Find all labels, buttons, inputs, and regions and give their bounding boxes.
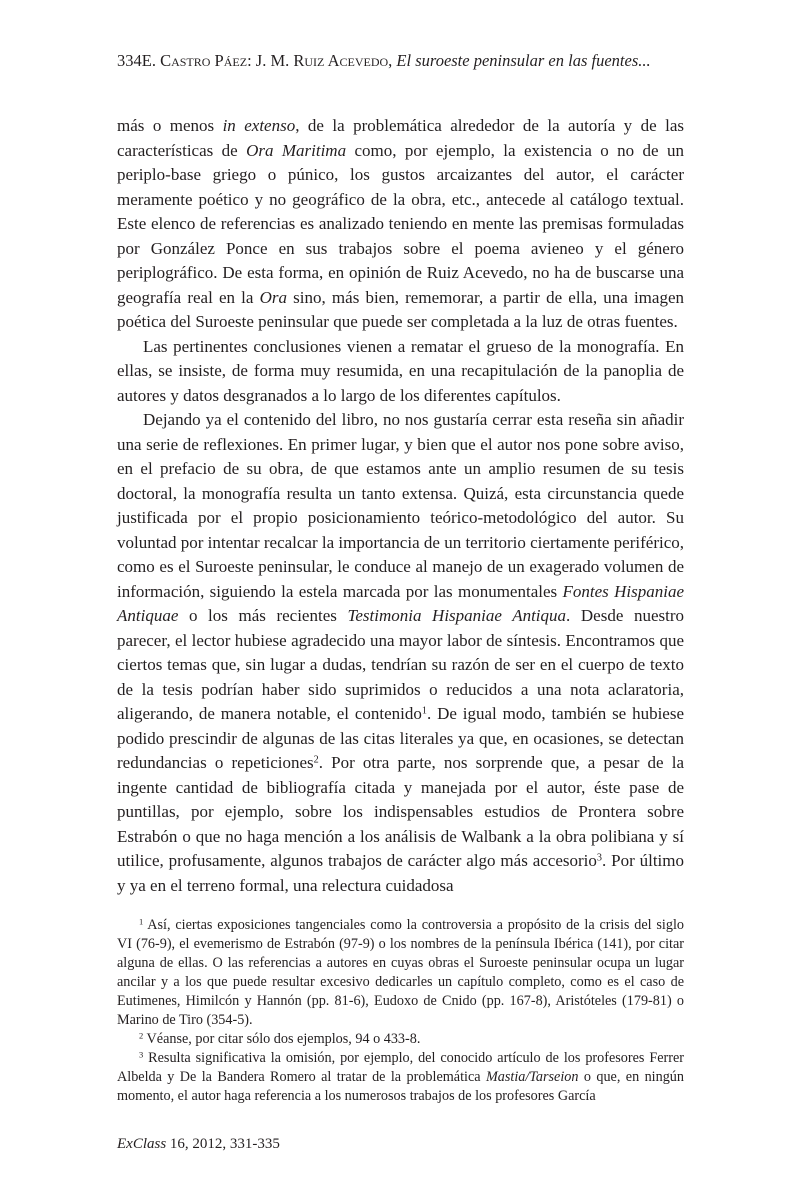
footnote-marker: 3 bbox=[596, 852, 602, 864]
italic-text: Fontes Hispaniae Antiquae bbox=[117, 581, 684, 625]
text-run: , de la problemática alrededor de la autoría y de las características de bbox=[117, 116, 684, 160]
book-author: J. M. Ruiz Acevedo bbox=[255, 51, 389, 70]
footnote-marker: 1 bbox=[139, 916, 144, 927]
text-run: Las pertinentes conclusiones vienen a rematar el grueso de la monografía. En ellas, se insiste, de forma muy resumida, en una recapitulación de la panoplia de autores y datos desgranados a lo largo de los diferentes capítulos. bbox=[117, 336, 684, 405]
text-run: . Por último y ya en el terreno formal, una relectura cuidadosa bbox=[117, 851, 684, 895]
italic-text: Ora bbox=[259, 287, 288, 307]
footnote-marker: 3 bbox=[139, 1049, 144, 1060]
text-run: o los más recientes bbox=[178, 606, 348, 625]
text-run: Véanse, por citar sólo dos ejemplos, 94 o 433-8. bbox=[143, 1031, 421, 1047]
separator: : bbox=[247, 51, 256, 70]
text-run: Resulta significativa la omisión, por ejemplo, del conocido artículo de los profesores Ferrer Albelda y De la Bandera Romero al tratar de la problemática bbox=[117, 1050, 684, 1085]
text-run: . Por otra parte, nos sorprende que, a pesar de la ingente cantidad de bibliografía citada y manejada por el autor, éste pase de puntillas, por ejemplo, sobre los indispensables estudios de Prontera sobre Estrabón o que no haga mención a los análisis de Walbank a la obra polibiana y sí utilice, profusamente, algunos trabajos de carácter algo más accesorio bbox=[117, 753, 685, 870]
text-run: como, por ejemplo, la existencia o no de un periplo-base griego o púnico, los gustos arcaizantes del autor, el carácter meramente poético y no geográfico de la obra, etc., antecede al catálogo textual. Este elenco de referencias es analizado teniendo en mente las premisas formuladas por González Ponce en sus trabajos sobre el poema avieneo y el género periplográfico. De esta forma, en opinión de Ruiz Acevedo, no ha de buscarse una geografía real en la bbox=[117, 140, 684, 307]
separator: , bbox=[388, 51, 397, 70]
running-header bbox=[117, 50, 684, 72]
reviewer-name: E. Castro Páez bbox=[141, 51, 248, 70]
footnotes bbox=[117, 916, 684, 1106]
text-run: sino, más bien, rememorar, a partir de ella, una imagen poética del Suroeste peninsular que puede ser completada a la luz de otras fuentes. bbox=[117, 287, 684, 331]
text-run: . Desde nuestro parecer, el lector hubiese agradecido una mayor labor de síntesis. Encontramos que ciertos temas que, sin lugar a dudas, tendrían su razón de ser en el cuerpo de texto de la tesis podrían haber sido suprimidos o reducidos a una nota aclaratoria, aligerando, de manera notable, el contenido bbox=[117, 606, 684, 723]
text-run: o que, en ningún momento, el autor haga referencia a los numerosos trabajos de los profesores García bbox=[117, 1069, 684, 1104]
text-run: más o menos bbox=[117, 116, 223, 135]
italic-text: Testimonia Hispaniae Antiqua bbox=[347, 606, 567, 625]
italic-text: Ora Maritima bbox=[246, 140, 347, 160]
text-run: Dejando ya el contenido del libro, no nos gustaría cerrar esta reseña sin añadir una serie de reflexiones. En primer lugar, y bien que el autor nos pone sobre aviso, en el prefacio de su obra, de que estamos ante un amplio resumen de su tesis doctoral, la monografía resulta un tanto extensa. Quizá, esta circunstancia quede justificada por el propio posicionamiento teórico-metodológico del autor. Su voluntad por intentar recalcar la importancia de un territorio ciertamente periférico, como es el Suroeste peninsular, le conduce al manejo de un exagerado volumen de información, siguiendo la estela marcada por las monumentales bbox=[117, 410, 684, 601]
text-run: . De igual modo, también se hubiese podido prescindir de algunas de las citas literales ya que, en ocasiones, se detectan redundancias o repeticiones bbox=[117, 704, 685, 772]
body-text bbox=[117, 114, 684, 898]
footnote-marker: 2 bbox=[139, 1030, 144, 1041]
footnote bbox=[117, 916, 684, 1030]
italic-text: in extenso bbox=[222, 116, 296, 135]
paragraph bbox=[117, 408, 684, 898]
paragraph bbox=[117, 335, 684, 409]
journal-citation: 16, 2012, 331-335 bbox=[166, 1136, 280, 1152]
page-footer bbox=[117, 1134, 684, 1154]
paragraph bbox=[117, 114, 684, 335]
footnote bbox=[117, 1030, 684, 1049]
italic-text: Mastia/Tarseion bbox=[485, 1069, 579, 1085]
page-number: 334 bbox=[117, 51, 142, 70]
book-title: El suroeste peninsular en las fuentes... bbox=[396, 51, 651, 70]
footnote bbox=[117, 1049, 684, 1106]
footnote-marker: 2 bbox=[313, 754, 319, 766]
footnote-marker: 1 bbox=[421, 705, 428, 717]
journal-name: ExClass bbox=[117, 1136, 167, 1152]
text-run: Así, ciertas exposiciones tangenciales como la controversia a propósito de la crisis del siglo VI (76-9), el evemerismo de Estrabón (97-9) o los nombres de la península Ibérica (141), por citar alguna de ellas. O las referencias a autores en cuyas obras el Suroeste peninsular ocupa un lugar ancilar y a los que puede resultar excesivo dedicarles un capítulo completo, como es el caso de Eutimenes, Himilcón y Hannón (pp. 81-6), Eudoxo de Cnido (pp. 167-8), Aristóteles (179-81) o Marino de Tiro (354-5). bbox=[117, 917, 684, 1028]
